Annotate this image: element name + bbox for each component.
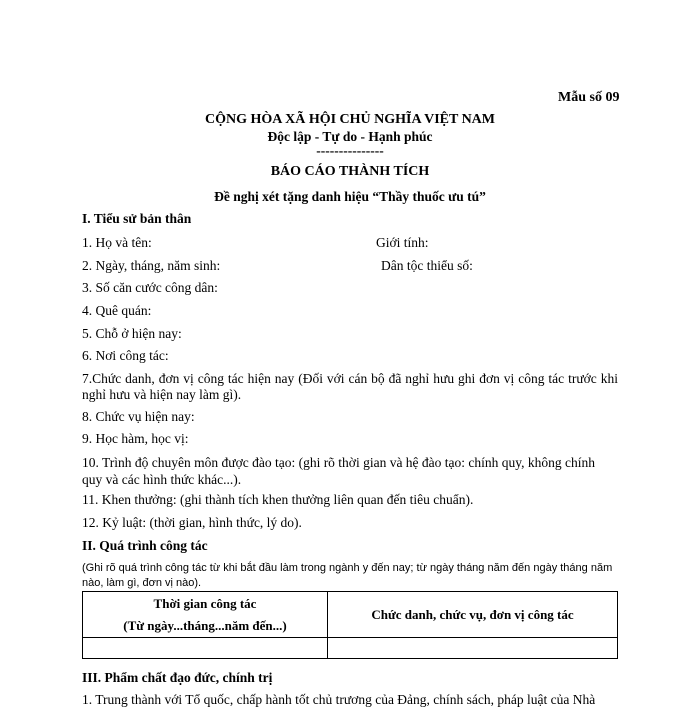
table-row (83, 638, 618, 659)
field-ethnic: Dân tộc thiểu số: (381, 258, 473, 273)
table-cell-time[interactable] (83, 638, 328, 659)
report-title: BÁO CÁO THÀNH TÍCH (270, 164, 430, 179)
section2-note: (Ghi rõ quá trình công tác từ khi bắt đầu làm trong ngành y đến nay; từ ngày tháng năm đến ngày tháng năm nào, làm gì, đơn vị nào). (82, 562, 613, 589)
field-awards: 11. Khen thưởng: (ghi thành tích khen thưởng liên quan đến tiêu chuẩn). (82, 492, 474, 507)
nation-heading: CỘNG HÒA XÃ HỘI CHỦ NGHĨA VIỆT NAM (204, 112, 495, 127)
field-workplace: 6. Nơi công tác: (82, 348, 169, 363)
field-gender: Giới tính: (376, 235, 429, 250)
header-divider: --------------- (316, 143, 384, 158)
form-number: Mẫu số 09 (558, 90, 620, 105)
work-history-table (82, 591, 618, 659)
section2-heading: II. Quá trình công tác (82, 538, 208, 553)
field-residence: 5. Chỗ ở hiện nay: (82, 326, 182, 341)
table-header-time-line2: (Từ ngày...tháng...năm đến...) (123, 617, 287, 633)
field-id: 3. Số căn cước công dân: (82, 280, 218, 295)
field-position: 8. Chức vụ hiện nay: (82, 409, 195, 424)
section1-heading: I. Tiểu sử bản thân (82, 211, 192, 226)
table-header-position: Chức danh, chức vụ, đơn vị công tác (328, 592, 618, 638)
field-qualification: 10. Trình độ chuyên môn được đào tạo: (ghi rõ thời gian và hệ đào tạo: chính quy, không chính quy và các hình thức khác...). (82, 455, 596, 487)
section3-heading: III. Phẩm chất đạo đức, chính trị (82, 670, 273, 685)
field-degree: 9. Học hàm, học vị: (82, 431, 189, 446)
motto: Độc lập - Tự do - Hạnh phúc (267, 129, 433, 144)
field-name: 1. Họ và tên: (82, 235, 152, 250)
section3-item1: 1. Trung thành với Tổ quốc, chấp hành tốt chủ trương của Đảng, chính sách, pháp luật của Nhà (82, 692, 596, 707)
table-header-time (83, 592, 328, 638)
field-hometown: 4. Quê quán: (82, 303, 152, 318)
field-title-unit: 7.Chức danh, đơn vị công tác hiện nay (Đối với cán bộ đã nghỉ hưu ghi đơn vị công tác trước khi nghỉ hưu và hiện nay làm gì). (82, 371, 618, 402)
field-discipline: 12. Kỷ luật: (thời gian, hình thức, lý do). (82, 515, 302, 530)
field-dob: 2. Ngày, tháng, năm sinh: (82, 258, 221, 273)
table-header-row (83, 592, 618, 638)
table-header-time-line1: Thời gian công tác (153, 595, 257, 611)
table-cell-position[interactable] (328, 638, 618, 659)
report-subtitle: Đề nghị xét tặng danh hiệu “Thầy thuốc ưu tú” (214, 189, 486, 204)
